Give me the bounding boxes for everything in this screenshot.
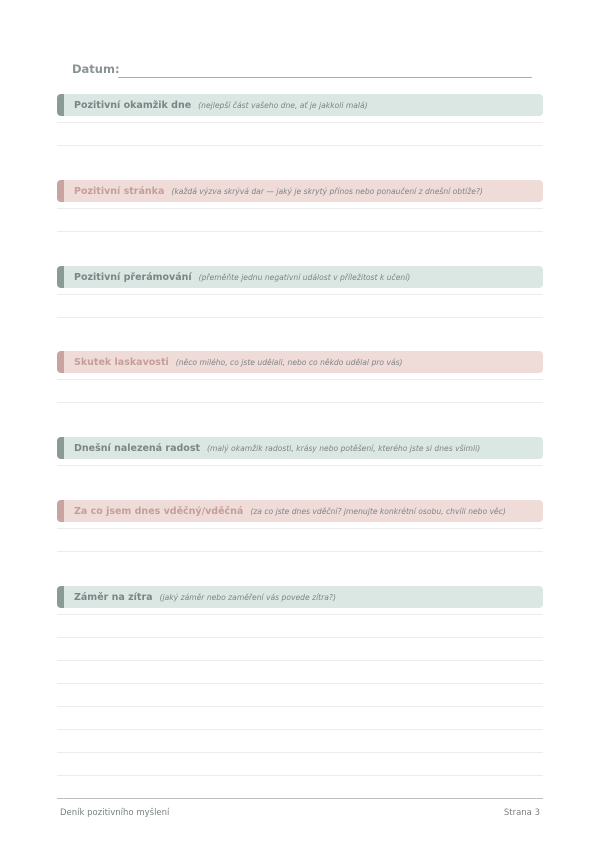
section-hint: (přeměňte jednu negativní událost v příležitost k učení) [198,272,411,282]
writing-line[interactable] [57,465,543,466]
section-title: Záměr na zítra [74,591,153,603]
writing-lines[interactable] [57,122,543,146]
writing-line[interactable] [57,528,543,529]
section-intention-tomorrow [57,586,543,776]
section-header-bar [57,437,543,459]
section-header-bar [57,586,543,608]
section-positive-reframe [57,266,543,318]
writing-lines[interactable] [57,208,543,232]
section-gratitude [57,500,543,552]
writing-lines[interactable] [57,379,543,403]
writing-lines[interactable] [57,528,543,552]
writing-line[interactable] [57,729,543,730]
section-header-bar [57,351,543,373]
writing-line[interactable] [57,637,543,638]
writing-line[interactable] [57,231,543,232]
writing-line[interactable] [57,402,543,403]
section-header-bar [57,500,543,522]
writing-line[interactable] [57,660,543,661]
section-title: Za co jsem dnes vděčný/vděčná [74,505,244,517]
section-header-bar [57,94,543,116]
writing-line[interactable] [57,683,543,684]
writing-lines[interactable] [57,294,543,318]
writing-line[interactable] [57,208,543,209]
date-label: Datum: [72,62,120,76]
section-title: Skutek laskavosti [74,356,169,368]
section-hint: (nejlepší část vašeho dne, ať je jakkoli malá) [198,100,368,110]
section-header-bar [57,266,543,288]
section-joy-found [57,437,543,466]
section-act-of-kindness [57,351,543,403]
section-hint: (jaký záměr nebo zaměření vás povede zítra?) [159,592,336,602]
section-title: Pozitivní stránka [74,185,165,197]
section-hint: (malý okamžik radosti, krásy nebo potěšení, kterého jste si dnes všimli) [207,443,481,453]
writing-line[interactable] [57,379,543,380]
date-input-line[interactable] [118,77,532,78]
section-hint: (každá výzva skrývá dar — jaký je skrytý přínos nebo ponaučení z dnešní obtíže?) [171,186,483,196]
writing-lines[interactable] [57,614,543,776]
writing-line[interactable] [57,614,543,615]
section-header-bar [57,180,543,202]
page-footer [57,798,543,818]
writing-line[interactable] [57,294,543,295]
section-title: Pozitivní přerámování [74,271,192,283]
writing-line[interactable] [57,551,543,552]
footer-journal-name: Deník pozitivního myšlení [60,808,170,818]
writing-line[interactable] [57,122,543,123]
footer-page-number: Strana 3 [503,808,540,818]
writing-line[interactable] [57,145,543,146]
writing-line[interactable] [57,317,543,318]
section-hint: (za co jste dnes vděční? jmenujte konkrétní osobu, chvíli nebo věc) [250,506,506,516]
section-hint: (něco milého, co jste udělali, nebo co někdo udělal pro vás) [175,357,403,367]
section-positive-side [57,180,543,232]
writing-line[interactable] [57,752,543,753]
section-positive-moment [57,94,543,146]
section-title: Pozitivní okamžik dne [74,99,192,111]
writing-line[interactable] [57,775,543,776]
date-row [72,62,532,80]
writing-lines[interactable] [57,465,543,466]
writing-line[interactable] [57,706,543,707]
section-title: Dnešní nalezená radost [74,442,201,454]
